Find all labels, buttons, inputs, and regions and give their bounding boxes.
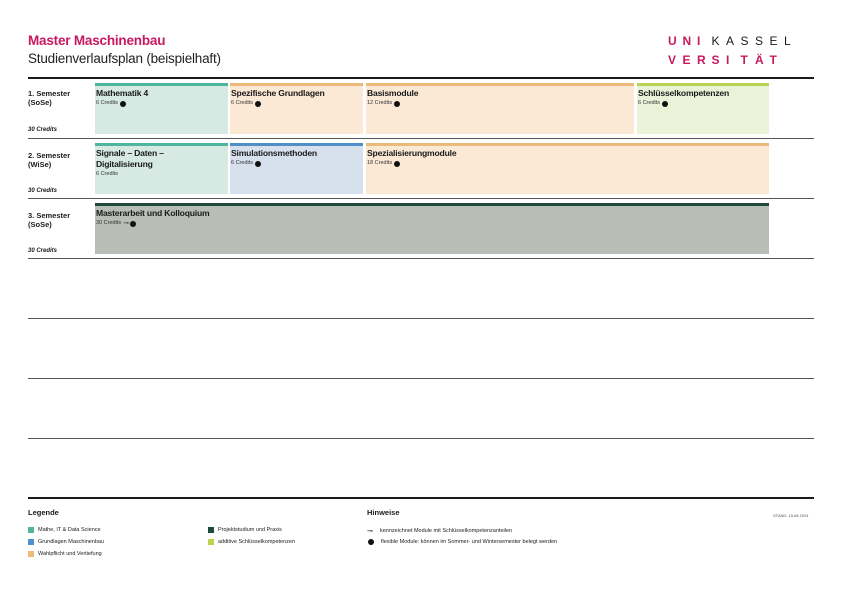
semester-1-credits: 30 Credits (28, 127, 58, 133)
legend-item-projektstudium: Projektstudium und Praxis (208, 527, 282, 533)
flexible-dot-icon (394, 101, 400, 107)
category-bar (230, 143, 363, 146)
flexible-dot-icon (255, 161, 261, 167)
row-divider (28, 318, 814, 319)
legend-item-mathe: Mathe, IT & Data Science (28, 527, 101, 533)
semester-3-credits: 30 Credits (28, 248, 58, 254)
logo-row-1: U N I K A S S E L (668, 33, 791, 48)
teal-swatch-icon (28, 527, 34, 533)
semester-2-credits: 30 Credits (28, 188, 58, 194)
flexible-dot-icon (255, 101, 261, 107)
module-simulationsmethoden[interactable]: Simulationsmethoden 6 Credits (230, 143, 363, 194)
module-mathematik-4[interactable]: Mathematik 4 6 Credits (95, 83, 228, 134)
key-icon: ⊸ (367, 528, 373, 535)
semester-3-label: 3. Semester (SoSe) (28, 211, 71, 229)
category-bar (95, 83, 228, 86)
note-key: ⊸ kennzeichnet Module mit Schlüsselkompetenzanteilen (367, 528, 513, 535)
row-divider (28, 378, 814, 379)
row-divider (28, 198, 814, 199)
flexible-dot-icon (662, 101, 668, 107)
legend-item-schluesselkompetenzen: additive Schlüsselkompetenzen (208, 539, 295, 545)
note-flexible: flexible Module: können im Sommer- und Wintersemester belegt werden (367, 539, 557, 545)
module-signale-daten-digitalisierung[interactable]: Signale – Daten – Digitalisierung 6 Credits (95, 143, 228, 194)
row-divider (28, 138, 814, 139)
grid-bottom-rule (28, 497, 814, 499)
semester-1-label: 1. Semester (SoSe) (28, 89, 71, 107)
university-logo (668, 31, 818, 69)
module-basismodule[interactable]: Basismodule 12 Credits (366, 83, 634, 134)
module-spezialisierungmodule[interactable]: Spezialisierungmodule 18 Credits (366, 143, 769, 194)
key-icon: ⊸ (123, 219, 129, 227)
category-bar (95, 203, 769, 206)
flexible-dot-icon (394, 161, 400, 167)
flexible-dot-icon (120, 101, 126, 107)
logo-row-2: V E R S I T Ä T (668, 52, 777, 67)
notes-title: Hinweise (367, 508, 400, 517)
module-schluesselkompetenzen[interactable]: Schlüsselkompetenzen 6 Credits (637, 83, 769, 134)
page-subtitle: Studienverlaufsplan (beispielhaft) (28, 51, 221, 66)
legend-item-wahlpflicht: Wahlpflicht und Vertiefung (28, 551, 102, 557)
category-bar (366, 143, 769, 146)
page-title: Master Maschinenbau (28, 33, 166, 48)
category-bar (95, 143, 228, 146)
legend-title: Legende (28, 508, 59, 517)
semester-2-label: 2. Semester (WiSe) (28, 151, 71, 169)
module-spezifische-grundlagen[interactable]: Spezifische Grundlagen 6 Credits (230, 83, 363, 134)
category-bar (366, 83, 634, 86)
grid-top-rule (28, 77, 814, 79)
flexible-dot-icon (130, 221, 136, 227)
darkgreen-swatch-icon (208, 527, 214, 533)
blue-swatch-icon (28, 539, 34, 545)
legend-item-grundlagen: Grundlagen Maschinenbau (28, 539, 104, 545)
lime-swatch-icon (208, 539, 214, 545)
stand-date: STAND: 15.08.2024 (773, 513, 809, 518)
row-divider (28, 258, 814, 259)
row-divider (28, 438, 814, 439)
module-masterarbeit-kolloquium[interactable]: Masterarbeit und Kolloquium 30 Credits ⊸ (95, 203, 769, 254)
orange-swatch-icon (28, 551, 34, 557)
dot-icon (368, 539, 374, 545)
category-bar (637, 83, 769, 86)
category-bar (230, 83, 363, 86)
